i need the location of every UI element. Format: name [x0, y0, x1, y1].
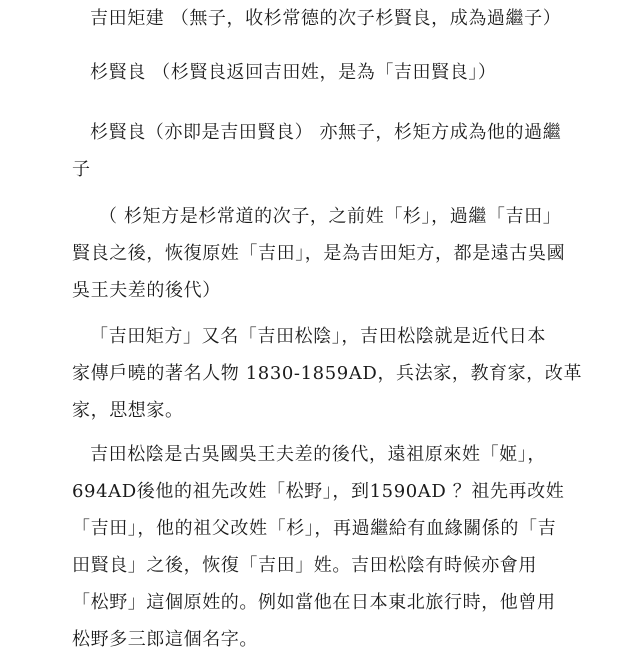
text-line: 杉賢良（亦即是吉田賢良） 亦無子，杉矩方成為他的過繼 [90, 122, 562, 143]
text-line: （ 杉矩方是杉常道的次子，之前姓「杉」，過繼「吉田」 [99, 206, 562, 227]
text-line: 「吉田」，他的祖父改姓「杉」，再過繼給有血緣關係的「吉 [72, 518, 557, 539]
text-line: 杉賢良 （杉賢良返回吉田姓，是為「吉田賢良」） [90, 62, 497, 83]
text-line: 「松野」這個原姓的。例如當他在日本東北旅行時，他曾用 [72, 592, 556, 613]
text-line: 松野多三郎這個名字。 [72, 629, 258, 650]
paragraph-4 [72, 198, 565, 309]
paragraph-1 [72, 0, 561, 37]
text-line: 賢良之後，恢復原姓「吉田」，是為吉田矩方，都是遠古吳國 [72, 243, 566, 264]
text-line: 家，思想家。 [72, 400, 184, 421]
text-line: 「吉田矩方」又名「吉田松陰」，吉田松陰就是近代日本 [90, 326, 546, 347]
paragraph-6 [72, 436, 564, 658]
text-line: 吉田松陰是古吳國吳王夫差的後代，遠祖原來姓「姬」， [90, 444, 546, 465]
text-line: 吉田矩建 （無子，收杉常德的次子杉賢良，成為過繼子） [90, 8, 562, 29]
paragraph-2 [72, 54, 497, 91]
text-line: 田賢良」之後，恢復「吉田」姓。吉田松陰有時候亦會用 [72, 555, 537, 576]
paragraph-5 [72, 318, 582, 429]
paragraph-3 [72, 114, 561, 188]
text-line: 家傳戶曉的著名人物 1830-1859AD，兵法家，教育家，改革 [72, 363, 583, 384]
text-line: 694AD後他的祖先改姓「松野」，到1590AD ？祖先再改姓 [72, 481, 565, 502]
text-line: 吳王夫差的後代） [72, 280, 221, 301]
text-line: 子 [72, 159, 91, 180]
